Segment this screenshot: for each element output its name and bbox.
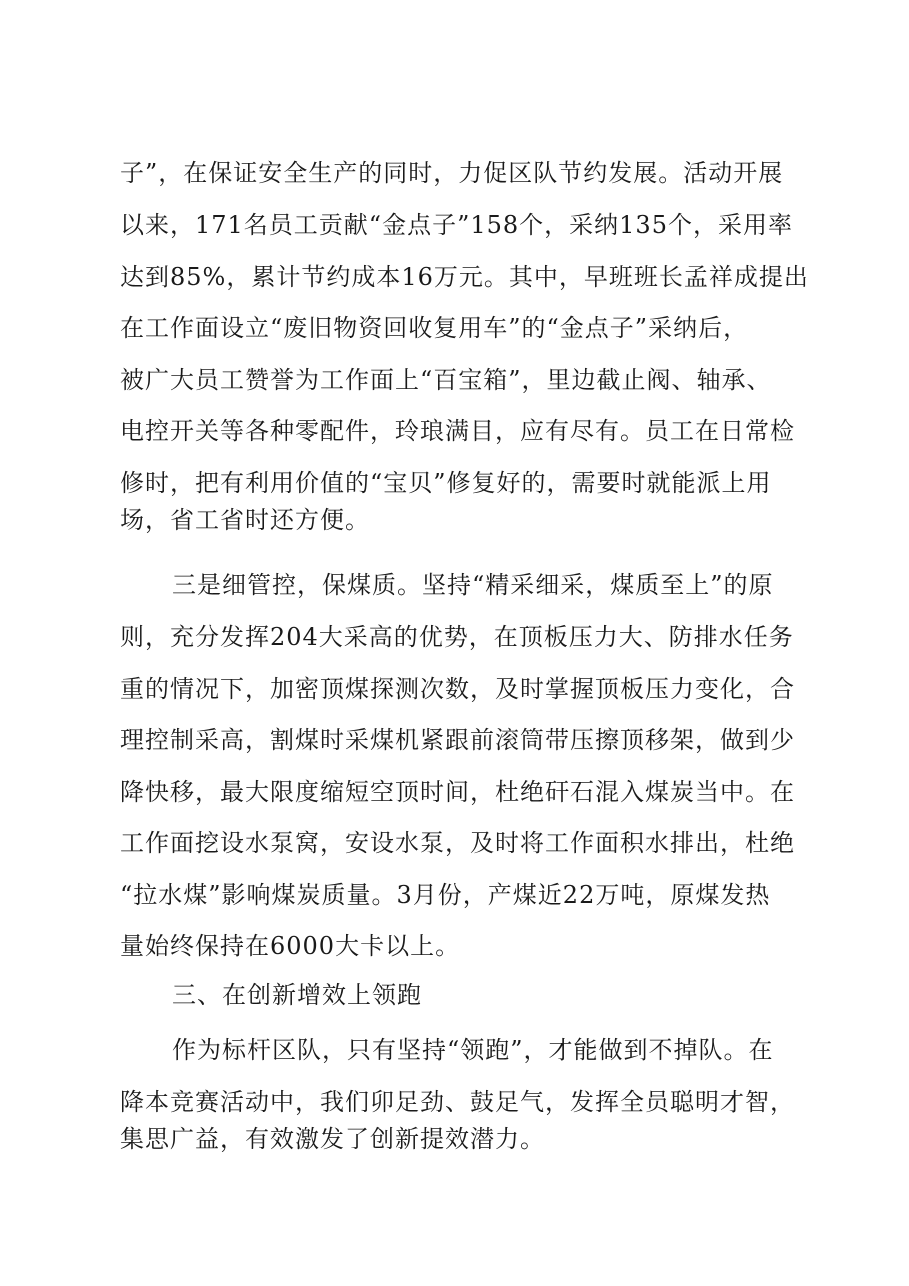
paragraph-line: “拉水煤”影响煤炭质量。3月份，产煤近22万吨，原煤发热 [120,881,771,909]
section-heading: 三、在创新增效上领跑 [172,981,422,1009]
paragraph-line: 子”，在保证安全生产的同时，力促区队节约发展。活动开展 [120,159,784,187]
paragraph-line: 以来，171名员工贡献“金点子”158个，采纳135个，采用率 [120,211,793,239]
paragraph-line: 则，充分发挥204大采高的优势，在顶板压力大、防排水任务 [120,623,794,651]
paragraph-line: 集思广益，有效激发了创新提效潜力。 [120,1125,545,1153]
paragraph-line: 量始终保持在6000大卡以上。 [120,932,461,960]
paragraph-line: 被广大员工赞誉为工作面上“百宝箱”，里边截止阀、轴承、 [120,366,772,394]
paragraph-line: 在工作面设立“废旧物资回收复用车”的“金点子”采纳后， [120,314,749,342]
paragraph-line: 重的情况下，加密顶煤探测次数，及时掌握顶板压力变化，合 [120,675,795,703]
paragraph-line: 电控开关等各种零配件，玲琅满目，应有尽有。员工在日常检 [120,417,795,445]
paragraph-line: 降快移，最大限度缩短空顶时间，杜绝矸石混入煤炭当中。在 [120,778,795,806]
paragraph-line: 降本竞赛活动中，我们卯足劲、鼓足气，发挥全员聪明才智， [120,1088,795,1116]
paragraph-line: 修时，把有利用价值的“宝贝”修复好的，需要时就能派上用 [120,469,772,497]
paragraph-line: 三是细管控，保煤质。坚持“精采细采，煤质至上”的原 [172,571,774,599]
paragraph-line: 达到85%，累计节约成本16万元。其中，早班班长孟祥成提出 [120,263,809,291]
paragraph-line: 工作面挖设水泵窝，安设水泵，及时将工作面积水排出，杜绝 [120,829,795,857]
paragraph-line: 作为标杆区队，只有坚持“领跑”，才能做到不掉队。在 [172,1036,774,1064]
paragraph-line: 理控制采高，割煤时采煤机紧跟前滚筒带压擦顶移架，做到少 [120,726,795,754]
paragraph-line: 场，省工省时还方便。 [120,506,370,534]
